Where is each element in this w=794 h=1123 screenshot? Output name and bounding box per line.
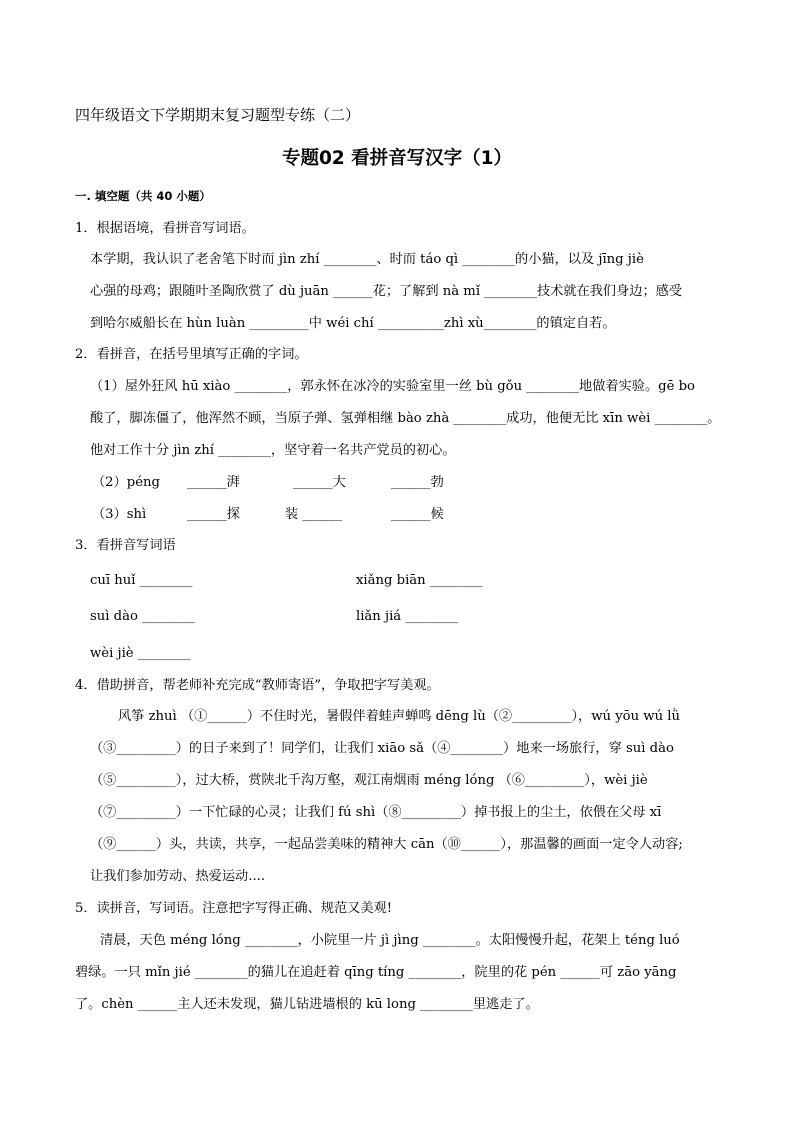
q4-line-6: 让我们参加劳动、热爱运动.... — [90, 869, 266, 884]
q3-item-2: xiǎng biān ________ — [356, 573, 483, 588]
q1-line-3: 到哈尔威船长在 hùn luàn _________中 wéi chí __________zhì xù________的镇定自若。 — [90, 316, 616, 331]
q2-row3-blank-3: ______候 — [391, 507, 444, 522]
q2-line-1: （1）屋外狂风 hū xiào ________，郭永怀在冰冷的实验室里一丝 bù gǒu ________地做着实验。gē bo — [90, 379, 695, 394]
q4-line-4: （⑦_________）一下忙碌的心灵；让我们 fú shì（⑧_________）掉书报上的尘土，依偎在父母 xī — [90, 805, 662, 820]
q4-line-2: （③_________）的日子来到了！同学们，让我们 xiāo sǎ（④________）地来一场旅行，穿 suì dào — [90, 741, 674, 756]
document-subtitle: 四年级语文下学期期末复习题型专练（二） — [75, 106, 361, 124]
q2-row2-blank-2: ______大 — [293, 475, 346, 490]
q2-row3-label: （3）shì — [92, 507, 147, 522]
q3-item-1: cuī huǐ ________ — [90, 573, 193, 588]
q2-line-3: 他对工作十分 jìn zhí ________，坚守着一名共产党员的初心。 — [90, 443, 456, 458]
document-title: 专题02 看拼音写汉字（1） — [281, 148, 513, 169]
q2-row3-blank-2: 装 ______ — [285, 507, 342, 522]
q2-row3-blank-1: ______探 — [187, 507, 240, 522]
q2-row2-label: （2）péng — [92, 475, 160, 490]
q5-line-2: 碧绿。一只 mǐn jié ________的猫儿在追赶着 qīng tíng ________，院里的花 pén ______可 zāo yāng — [75, 965, 677, 980]
q2-prompt: 2．看拼音，在括号里填写正确的字词。 — [75, 347, 308, 362]
q1-line-2: 心强的母鸡；跟随叶圣陶欣赏了 dù juān ______花；了解到 nà mǐ ________技术就在我们身边；感受 — [90, 284, 683, 299]
q4-line-5: （⑨______）头，共读，共享，一起品尝美味的精神大 cān（⑩______），那温馨的画面一定令人动容; — [90, 837, 683, 852]
q3-item-3: suì dào ________ — [90, 609, 195, 624]
q4-line-1: 风筝 zhuì （①______）不住时光，暑假伴着蛙声蝉鸣 dēng lù（②_________），wú yōu wú lǜ — [118, 709, 680, 724]
q5-line-1: 清晨，天色 méng lóng ________，小院里一片 jì jìng ________。太阳慢慢升起，花架上 téng luó — [100, 933, 680, 948]
q3-prompt: 3．看拼音写词语 — [75, 538, 176, 553]
q2-row2-blank-3: ______勃 — [391, 475, 444, 490]
section-heading: 一. 填空题（共 40 小题） — [75, 189, 211, 203]
q2-line-2: 酸了，脚冻僵了，他浑然不顾，当原子弹、氢弹相继 bào zhà ________成功，他便无比 xīn wèi ________。 — [90, 411, 721, 426]
q4-prompt: 4．借助拼音，帮老师补充完成“教师寄语”，争取把字写美观。 — [75, 678, 440, 693]
q1-prompt: 1．根据语境，看拼音写词语。 — [75, 221, 255, 236]
q5-line-3: 了。chèn ______主人还未发现，猫儿钻进墙根的 kū long ________里逃走了。 — [75, 997, 539, 1012]
q3-item-4: liǎn jiá ________ — [356, 609, 459, 624]
q2-row2-blank-1: ______湃 — [187, 475, 240, 490]
q3-item-5: wèi jiè ________ — [90, 646, 191, 661]
q1-line-1: 本学期，我认识了老舍笔下时而 jìn zhí ________、时而 táo qì ________的小猫，以及 jīng jiè — [90, 252, 644, 267]
q5-prompt: 5．读拼音，写词语。注意把字写得正确、规范又美观! — [75, 901, 393, 916]
q4-line-3: （⑤_________），过大桥，赏陕北千沟万壑，观江南烟雨 méng lóng （⑥_________），wèi jiè — [90, 773, 648, 788]
